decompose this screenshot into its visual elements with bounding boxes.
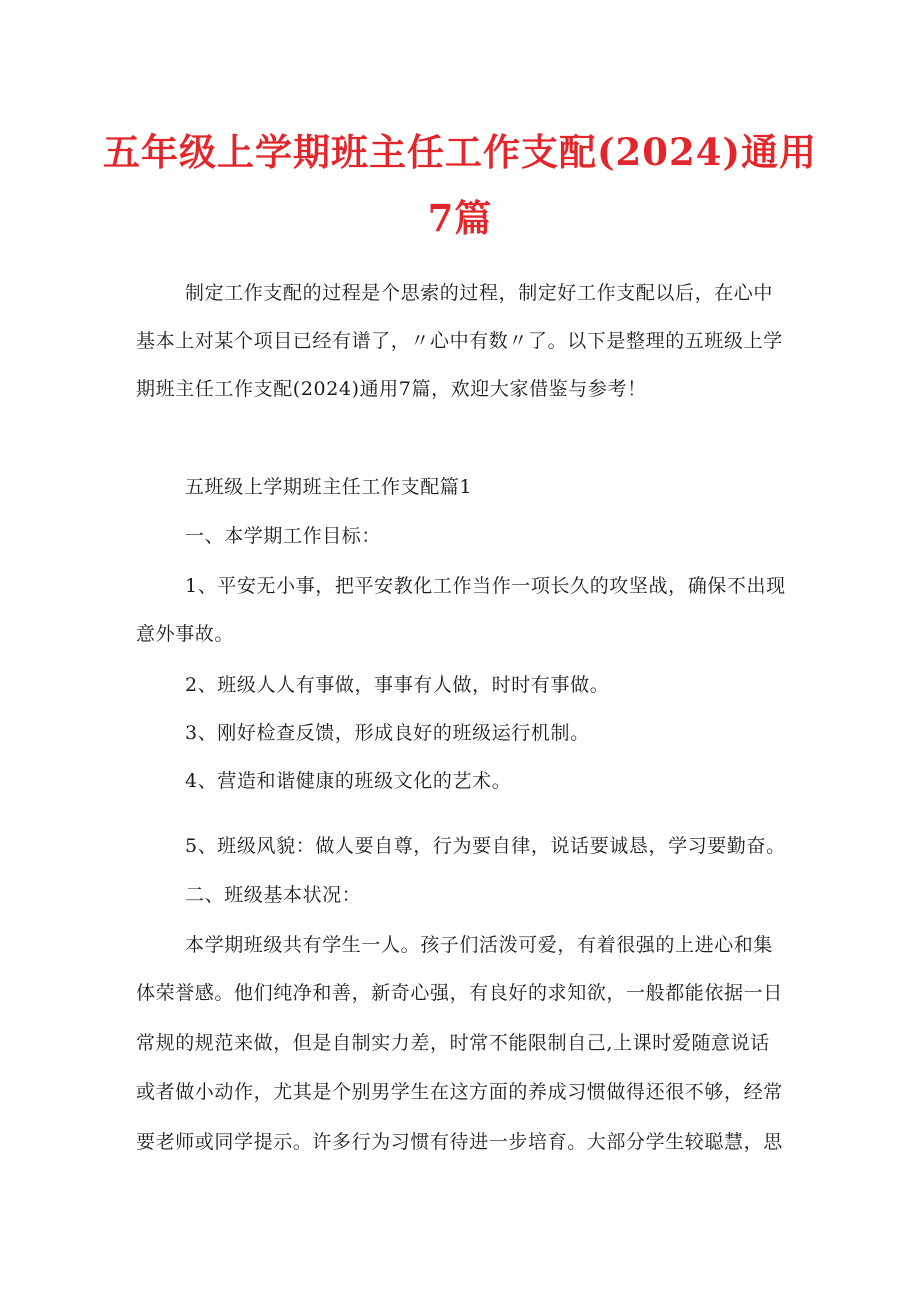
- status-line-2: 体荣誉感。他们纯净和善，新奇心强，有良好的求知欲，一般都能依据一日: [136, 982, 783, 1004]
- status-heading: 二、班级基本状况：: [185, 884, 362, 906]
- goal-4: 4、营造和谐健康的班级文化的艺术。: [185, 770, 512, 792]
- intro-line-2: 基本上对某个项目已经有谱了，〃心中有数〃了。以下是整理的五班级上学: [136, 330, 783, 352]
- section-heading: 五班级上学期班主任工作支配篇1: [185, 476, 473, 498]
- status-line-5: 要老师或同学提示。许多行为习惯有待进一步培育。大部分学生较聪慧，思: [136, 1131, 783, 1153]
- goal-2: 2、班级人人有事做，事事有人做，时时有事做。: [185, 674, 610, 696]
- status-line-1: 本学期班级共有学生一人。孩子们活泼可爱，有着很强的上进心和集: [185, 934, 774, 956]
- goal-1-line-1: 1、平安无小事，把平安教化工作当作一项长久的攻坚战，确保不出现: [185, 575, 786, 597]
- document-title-line2: 7篇: [427, 196, 493, 240]
- intro-line-3: 期班主任工作支配(2024)通用7篇，欢迎大家借鉴与参考！: [136, 378, 647, 400]
- goal-1-line-2: 意外事故。: [136, 623, 235, 645]
- goal-3: 3、刚好检查反馈，形成良好的班级运行机制。: [185, 722, 590, 744]
- document-title-line1: 五年级上学期班主任工作支配(2024)通用: [103, 130, 817, 174]
- intro-line-1: 制定工作支配的过程是个思索的过程，制定好工作支配以后，在心中: [185, 282, 774, 304]
- status-line-3: 常规的规范来做，但是自制实力差，时常不能限制自己,上课时爱随意说话: [136, 1032, 770, 1054]
- goal-heading: 一、本学期工作目标：: [185, 525, 382, 547]
- status-line-4: 或者做小动作，尤其是个别男学生在这方面的养成习惯做得还很不够，经常: [136, 1081, 783, 1103]
- goal-5: 5、班级风貌：做人要自尊，行为要自律，说话要诚恳，学习要勤奋。: [185, 835, 786, 857]
